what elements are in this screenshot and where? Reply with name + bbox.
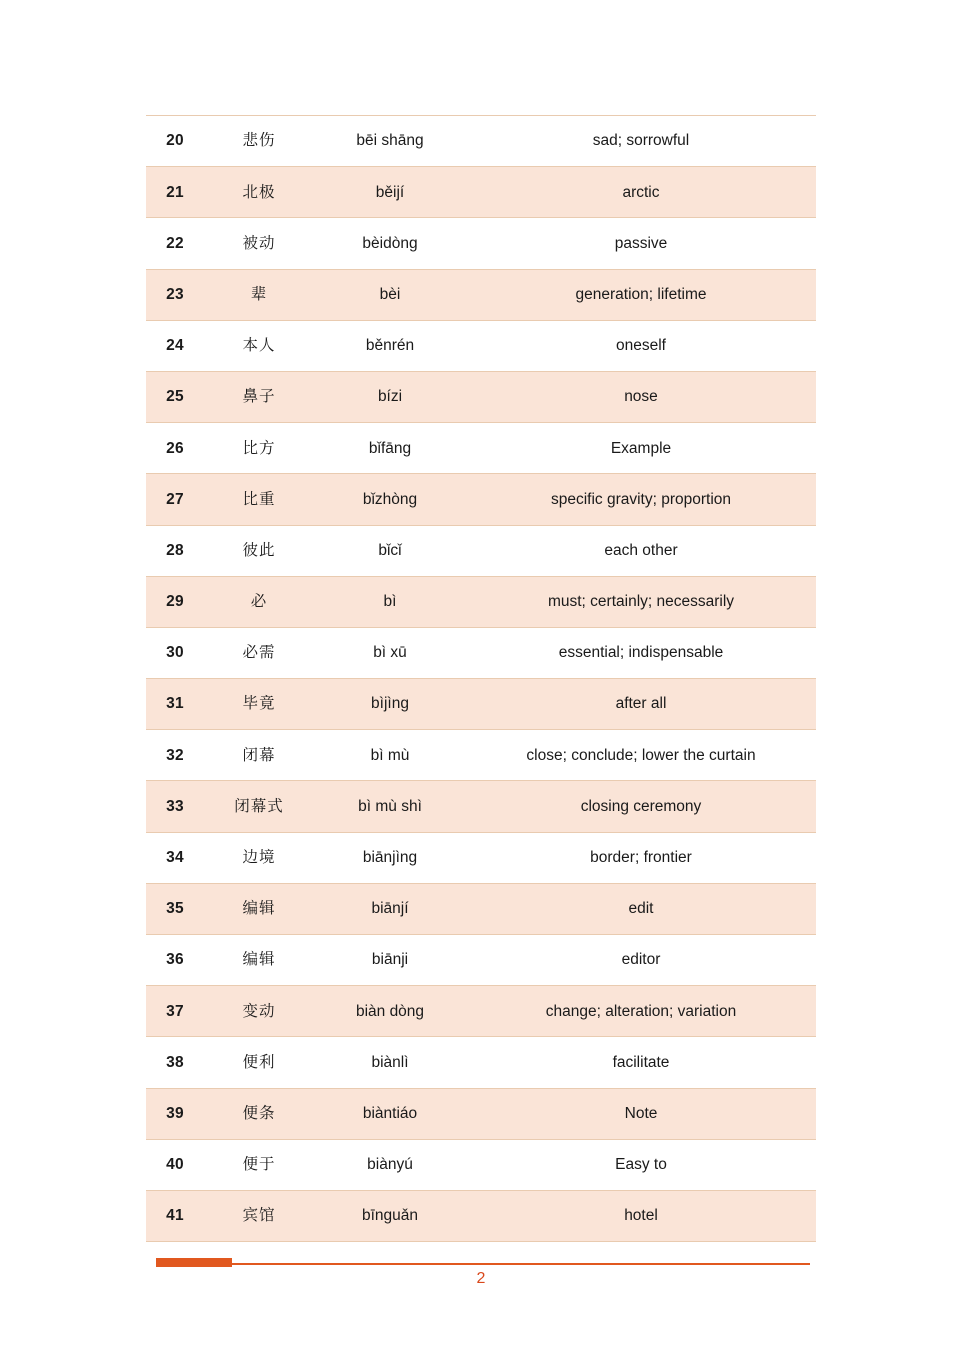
cell-hanzi: 被动 — [204, 218, 314, 269]
cell-hanzi: 便条 — [204, 1088, 314, 1139]
cell-number: 28 — [146, 525, 204, 576]
cell-hanzi: 变动 — [204, 986, 314, 1037]
cell-number: 24 — [146, 320, 204, 371]
table-row — [146, 474, 816, 525]
table-row — [146, 269, 816, 320]
cell-number: 35 — [146, 883, 204, 934]
cell-hanzi: 闭幕式 — [204, 781, 314, 832]
table-row — [146, 832, 816, 883]
vocabulary-table — [146, 115, 816, 1242]
cell-hanzi: 鼻子 — [204, 371, 314, 422]
cell-number: 26 — [146, 423, 204, 474]
cell-definition: essential; indispensable — [466, 627, 816, 678]
cell-pinyin: biānjìng — [314, 832, 466, 883]
cell-definition: nose — [466, 371, 816, 422]
cell-number: 40 — [146, 1139, 204, 1190]
cell-pinyin: bǐcǐ — [314, 525, 466, 576]
table-row — [146, 1088, 816, 1139]
cell-definition: specific gravity; proportion — [466, 474, 816, 525]
table-row — [146, 627, 816, 678]
cell-definition: hotel — [466, 1190, 816, 1241]
cell-number: 30 — [146, 627, 204, 678]
table-row — [146, 883, 816, 934]
cell-pinyin: bǐzhòng — [314, 474, 466, 525]
cell-definition: close; conclude; lower the curtain — [466, 730, 816, 781]
cell-number: 22 — [146, 218, 204, 269]
cell-hanzi: 编辑 — [204, 883, 314, 934]
cell-hanzi: 比方 — [204, 423, 314, 474]
table-row — [146, 1037, 816, 1088]
cell-hanzi: 编辑 — [204, 935, 314, 986]
cell-pinyin: bēi shāng — [314, 116, 466, 167]
cell-number: 41 — [146, 1190, 204, 1241]
cell-pinyin: běnrén — [314, 320, 466, 371]
cell-pinyin: biàn dòng — [314, 986, 466, 1037]
table-row — [146, 986, 816, 1037]
cell-definition: after all — [466, 679, 816, 730]
cell-definition: Easy to — [466, 1139, 816, 1190]
cell-number: 23 — [146, 269, 204, 320]
cell-hanzi: 毕竟 — [204, 679, 314, 730]
table-row — [146, 167, 816, 218]
table-row — [146, 781, 816, 832]
table-row — [146, 525, 816, 576]
cell-definition: Example — [466, 423, 816, 474]
footer-rule-accent — [156, 1258, 232, 1267]
table-row — [146, 1190, 816, 1241]
table-row — [146, 679, 816, 730]
cell-pinyin: biànyú — [314, 1139, 466, 1190]
cell-hanzi: 比重 — [204, 474, 314, 525]
cell-definition: border; frontier — [466, 832, 816, 883]
cell-number: 32 — [146, 730, 204, 781]
cell-hanzi: 北极 — [204, 167, 314, 218]
cell-hanzi: 本人 — [204, 320, 314, 371]
cell-definition: facilitate — [466, 1037, 816, 1088]
cell-number: 31 — [146, 679, 204, 730]
cell-number: 39 — [146, 1088, 204, 1139]
table-row — [146, 423, 816, 474]
cell-number: 36 — [146, 935, 204, 986]
cell-hanzi: 必 — [204, 576, 314, 627]
table-row — [146, 371, 816, 422]
cell-hanzi: 辈 — [204, 269, 314, 320]
cell-pinyin: biānji — [314, 935, 466, 986]
table-row — [146, 730, 816, 781]
cell-number: 25 — [146, 371, 204, 422]
cell-pinyin: bízi — [314, 371, 466, 422]
cell-definition: must; certainly; necessarily — [466, 576, 816, 627]
cell-definition: arctic — [466, 167, 816, 218]
cell-number: 21 — [146, 167, 204, 218]
table-row — [146, 576, 816, 627]
cell-definition: Note — [466, 1088, 816, 1139]
table-row — [146, 1139, 816, 1190]
cell-pinyin: biànlì — [314, 1037, 466, 1088]
cell-number: 34 — [146, 832, 204, 883]
cell-hanzi: 便利 — [204, 1037, 314, 1088]
cell-pinyin: bǐfāng — [314, 423, 466, 474]
cell-hanzi: 闭幕 — [204, 730, 314, 781]
table-row — [146, 218, 816, 269]
table-row — [146, 935, 816, 986]
cell-pinyin: bīnguǎn — [314, 1190, 466, 1241]
cell-hanzi: 便于 — [204, 1139, 314, 1190]
cell-definition: edit — [466, 883, 816, 934]
cell-definition: oneself — [466, 320, 816, 371]
cell-definition: passive — [466, 218, 816, 269]
cell-hanzi: 宾馆 — [204, 1190, 314, 1241]
cell-definition: each other — [466, 525, 816, 576]
cell-number: 37 — [146, 986, 204, 1037]
table-row — [146, 320, 816, 371]
cell-definition: editor — [466, 935, 816, 986]
cell-hanzi: 彼此 — [204, 525, 314, 576]
cell-pinyin: bìjìng — [314, 679, 466, 730]
cell-definition: closing ceremony — [466, 781, 816, 832]
cell-pinyin: bèidòng — [314, 218, 466, 269]
footer-rule — [156, 1263, 810, 1265]
cell-number: 33 — [146, 781, 204, 832]
table-row — [146, 116, 816, 167]
cell-hanzi: 悲伤 — [204, 116, 314, 167]
cell-number: 38 — [146, 1037, 204, 1088]
cell-definition: sad; sorrowful — [466, 116, 816, 167]
cell-definition: change; alteration; variation — [466, 986, 816, 1037]
cell-pinyin: biānjí — [314, 883, 466, 934]
cell-number: 27 — [146, 474, 204, 525]
cell-pinyin: bì mù — [314, 730, 466, 781]
cell-pinyin: bì — [314, 576, 466, 627]
cell-number: 20 — [146, 116, 204, 167]
cell-pinyin: bì mù shì — [314, 781, 466, 832]
page-number: 2 — [476, 1270, 486, 1287]
cell-pinyin: běijí — [314, 167, 466, 218]
cell-pinyin: biàntiáo — [314, 1088, 466, 1139]
cell-pinyin: bèi — [314, 269, 466, 320]
cell-number: 29 — [146, 576, 204, 627]
cell-hanzi: 必需 — [204, 627, 314, 678]
cell-hanzi: 边境 — [204, 832, 314, 883]
cell-definition: generation; lifetime — [466, 269, 816, 320]
vocabulary-table-body — [146, 116, 816, 1242]
cell-pinyin: bì xū — [314, 627, 466, 678]
